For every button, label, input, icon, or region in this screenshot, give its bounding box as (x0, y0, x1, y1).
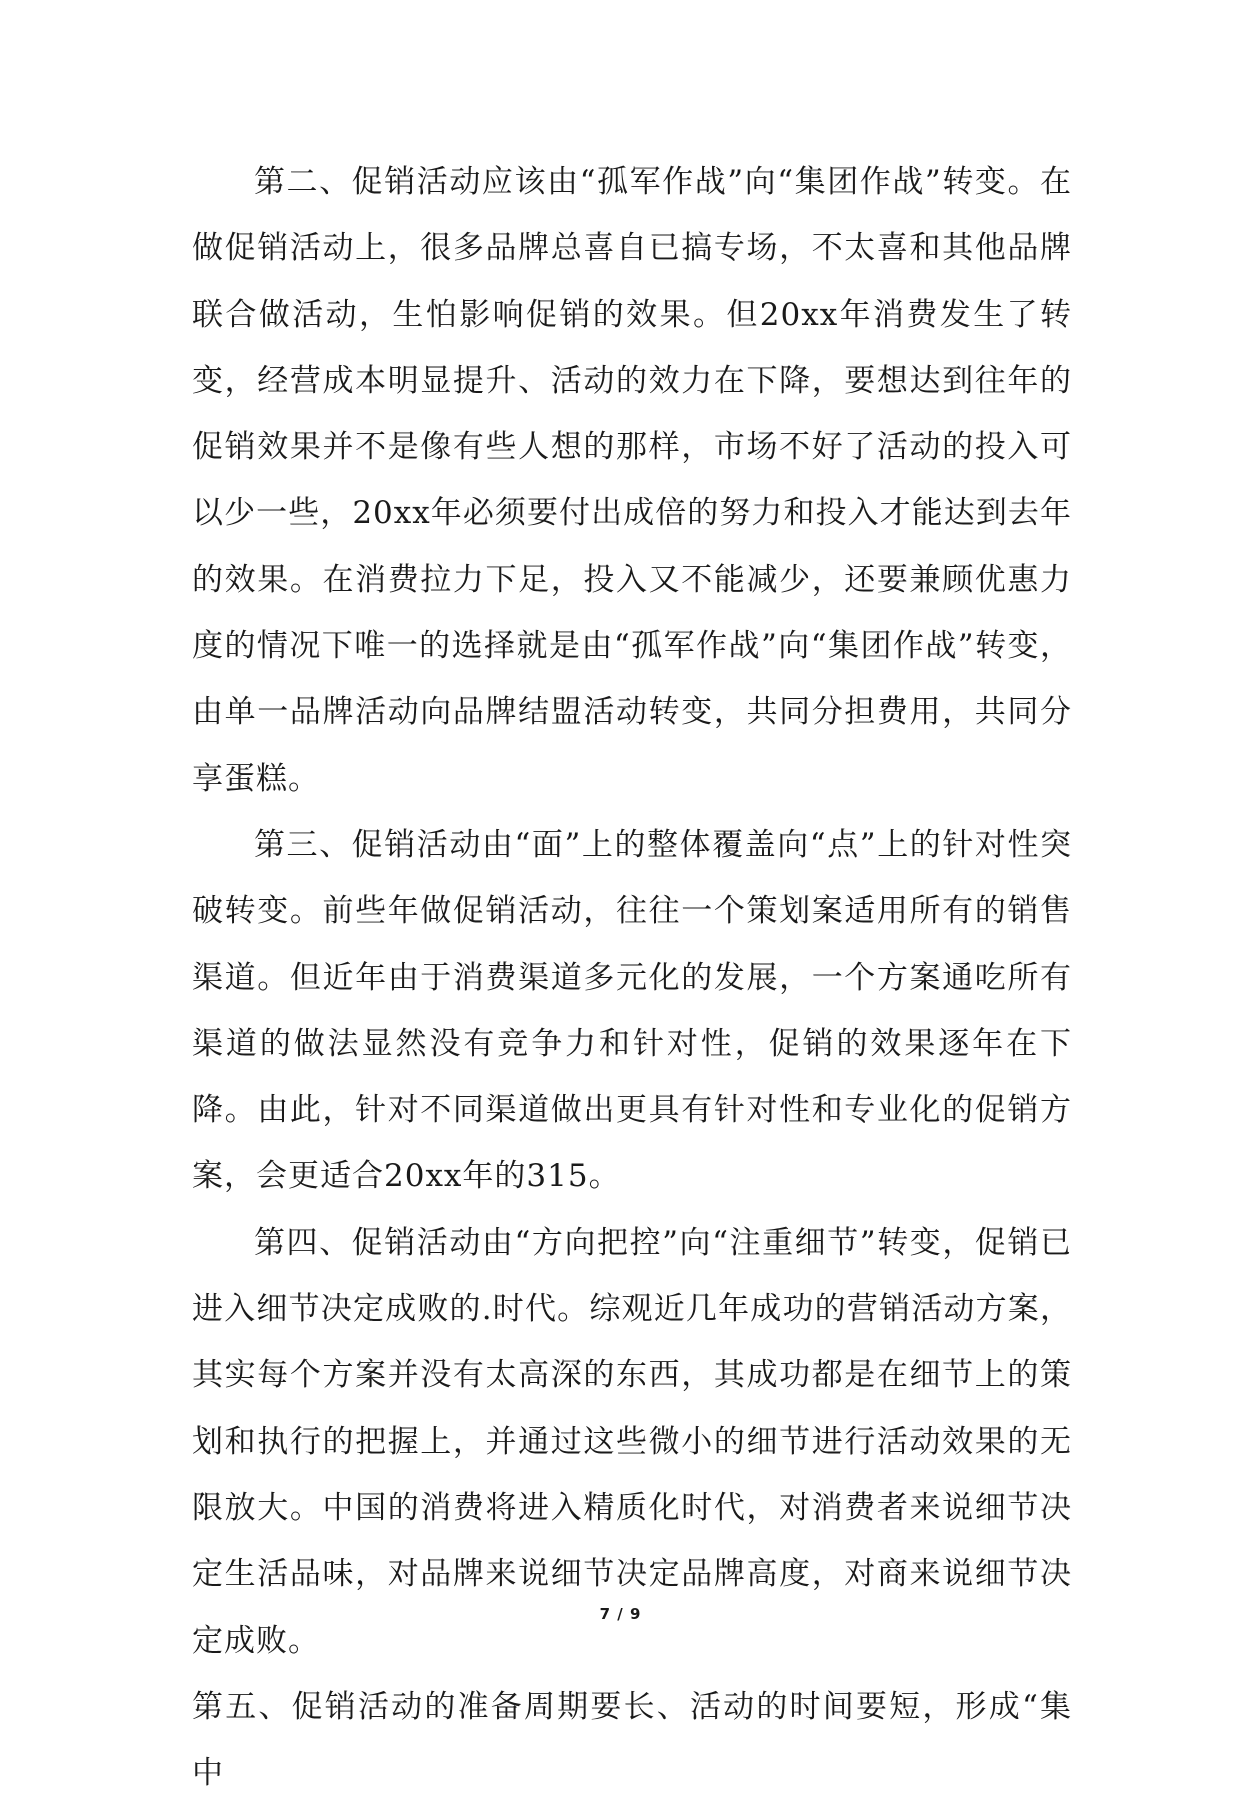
paragraph-4: 第四、促销活动由“方向把控”向“注重细节”转变，促销已进入细节决定成败的.时代。综观近几年成功的营销活动方案，其实每个方案并没有太高深的东西，其成功都是在细节上的策划和执行的把握上，并通过这些微小的细节进行活动效果的无限放大。中国的消费将进入精质化时代，对消费者来说细节决定生活品味，对品牌来说细节决定品牌高度，对商来说细节决定成败。 (192, 1224, 1072, 1659)
paragraph-3: 第三、促销活动由“面”上的整体覆盖向“点”上的针对性突破转变。前些年做促销活动，往往一个策划案适用所有的销售渠道。但近年由于消费渠道多元化的发展，一个方案通吃所有渠道的做法显然没有竞争力和针对性，促销的效果逐年在下降。由此，针对不同渠道做出更具有针对性和专业化的促销方案，会更适合20xx年的315。 (192, 826, 1072, 1195)
body-text (192, 149, 1072, 1806)
paragraph-2: 第二、促销活动应该由“孤军作战”向“集团作战”转变。在做促销活动上，很多品牌总喜自已搞专场，不太喜和其他品牌联合做活动，生怕影响促销的效果。但20xx年消费发生了转变，经营成本明显提升、活动的效力在下降，要想达到往年的促销效果并不是像有些人想的那样，市场不好了活动的投入可以少一些，20xx年必须要付出成倍的努力和投入才能达到去年的效果。在消费拉力下足，投入又不能减少，还要兼顾优惠力度的情况下唯一的选择就是由“孤军作战”向“集团作战”转变，由单一品牌活动向品牌结盟活动转变，共同分担费用，共同分享蛋糕。 (192, 164, 1072, 797)
page-number: 7 / 9 (599, 1605, 642, 1623)
paragraph-5: 第五、促销活动的准备周期要长、活动的时间要短，形成“集中 (192, 1688, 1072, 1792)
